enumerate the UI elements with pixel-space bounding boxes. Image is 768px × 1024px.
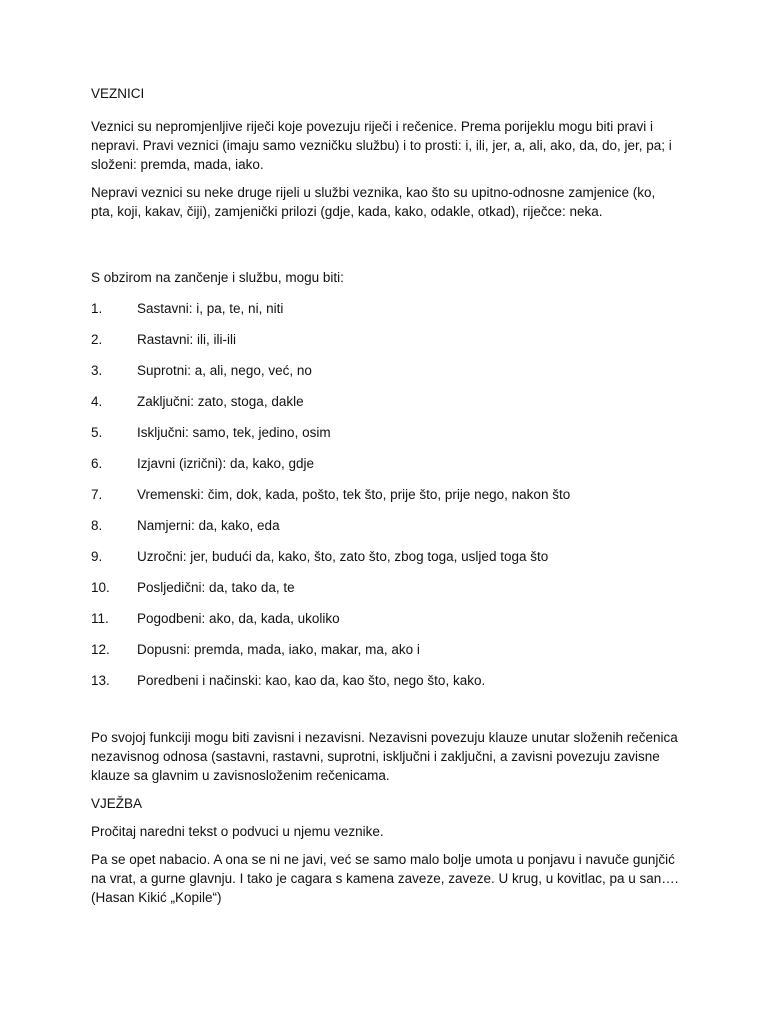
list-item xyxy=(91,516,681,547)
list-item xyxy=(91,578,681,609)
exercise-instruction: Pročitaj naredni tekst o podvuci u njemu veznike. xyxy=(91,824,384,839)
list-item xyxy=(91,361,681,392)
list-item-number: 4. xyxy=(91,394,103,409)
list-item xyxy=(91,671,681,702)
document-page xyxy=(91,84,681,916)
list-item-text: Suprotni: a, ali, nego, već, no xyxy=(137,363,312,378)
list-item-text: Poredbeni i načinski: kao, kao da, kao što, nego što, kako. xyxy=(137,673,486,688)
exercise-text: Pa se opet nabacio. A ona se ni ne javi, već se samo malo bolje umota u ponjavu i navuče gunjčić na vrat, a gurne glavnju. I tako je cagara s kamena zaveze, zaveze. U krug, u kovitlac, pa u san…. (Hasan Kikić „Kopile“) xyxy=(91,852,679,905)
list-item xyxy=(91,454,681,485)
list-item-text: Izjavni (izrični): da, kako, gdje xyxy=(137,456,315,471)
list-item xyxy=(91,485,681,516)
list-item-number: 12. xyxy=(91,642,110,657)
list-item-number: 9. xyxy=(91,549,103,564)
paragraph-improper-conjunctions: Nepravi veznici su neke druge rijeli u službi veznika, kao što su upitno-odnosne zamjenice (ko, pta, koji, kakav, čiji), zamjenički prilozi (gdje, kada, kako, odakle, otkad), riječce: neka. xyxy=(91,185,656,219)
spacer xyxy=(91,702,681,728)
list-item-text: Pogodbeni: ako, da, kada, ukoliko xyxy=(137,611,340,626)
list-item-number: 8. xyxy=(91,518,103,533)
list-item xyxy=(91,299,681,330)
list-intro: S obzirom na zančenje i službu, mogu biti: xyxy=(91,270,344,285)
list-item xyxy=(91,423,681,454)
list-item xyxy=(91,609,681,640)
list-item-text: Vremenski: čim, dok, kada, pošto, tek što, prije što, prije nego, nakon što xyxy=(137,487,571,502)
list-item-number: 3. xyxy=(91,363,103,378)
list-item-text: Rastavni: ili, ili-ili xyxy=(137,332,237,347)
list-item-number: 5. xyxy=(91,425,103,440)
list-item-text: Zaključni: zato, stoga, dakle xyxy=(137,394,304,409)
list-item-text: Isključni: samo, tek, jedino, osim xyxy=(137,425,331,440)
list-item-number: 1. xyxy=(91,301,103,316)
list-item-number: 2. xyxy=(91,332,103,347)
document-title: VEZNICI xyxy=(91,86,145,101)
spacer xyxy=(91,230,681,268)
list-item-text: Namjerni: da, kako, eda xyxy=(137,518,280,533)
list-item-text: Uzročni: jer, budući da, kako, što, zato što, zbog toga, usljed toga što xyxy=(137,549,549,564)
paragraph-function: Po svojoj funkciji mogu biti zavisni i nezavisni. Nezavisni povezuju klauze unutar složenih rečenica nezavisnog odnosa (sastavni, rastavni, suprotni, isključni i zaključni, a zavisni povezuju zavisne klauze sa glavnim u zavisnosloženim rečenicama. xyxy=(91,730,678,783)
exercise-heading: VJEŽBA xyxy=(91,796,143,811)
list-item xyxy=(91,547,681,578)
list-item-number: 10. xyxy=(91,580,110,595)
list-item-text: Dopusni: premda, mada, iako, makar, ma, ako i xyxy=(137,642,420,657)
list-item-number: 7. xyxy=(91,487,103,502)
list-item-number: 11. xyxy=(91,611,109,626)
list-item-text: Posljedični: da, tako da, te xyxy=(137,580,295,595)
list-item xyxy=(91,640,681,671)
list-item-number: 6. xyxy=(91,456,103,471)
list-item xyxy=(91,330,681,361)
list-item xyxy=(91,392,681,423)
list-item-text: Sastavni: i, pa, te, ni, niti xyxy=(137,301,284,316)
list-item-number: 13. xyxy=(91,673,110,688)
paragraph-definition: Veznici su nepromjenljive riječi koje povezuju riječi i rečenice. Prema porijeklu mogu biti pravi i nepravi. Pravi veznici (imaju samo vezničku službu) i to prosti: i, ili, jer, a, ali, ako, da, do, jer, pa; i složeni: premda, mada, iako. xyxy=(91,119,672,172)
conjunction-types-list xyxy=(91,299,681,702)
